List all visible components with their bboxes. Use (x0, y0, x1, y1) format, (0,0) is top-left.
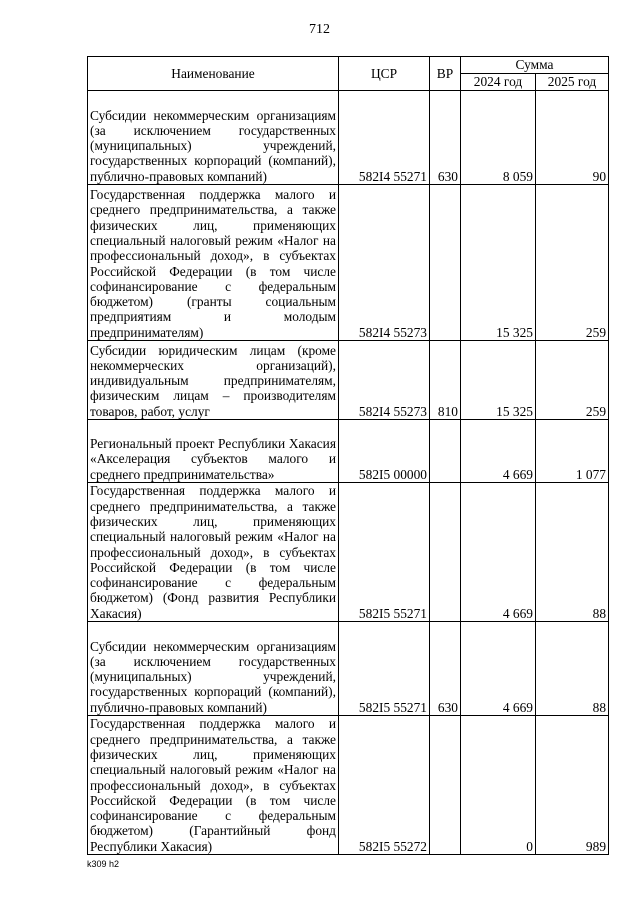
row-csr: 582I4 55273 (339, 341, 430, 420)
table-row (88, 716, 609, 855)
row-vr: 630 (430, 91, 461, 185)
row-csr: 582I5 55271 (339, 622, 430, 716)
row-name: Региональный проект Республики Хакасия «Акселерация субъектов малого и среднего предпринимательства» (88, 420, 339, 483)
row-2024: 4 669 (461, 420, 536, 483)
row-2024: 15 325 (461, 341, 536, 420)
row-csr: 582I4 55273 (339, 185, 430, 341)
header-sum: Сумма (461, 57, 609, 74)
budget-table (87, 56, 609, 855)
header-csr: ЦСР (339, 57, 430, 91)
row-vr: 630 (430, 622, 461, 716)
row-vr (430, 420, 461, 483)
row-2025: 1 077 (536, 420, 609, 483)
row-2025: 259 (536, 341, 609, 420)
table-row (88, 341, 609, 420)
row-2025: 259 (536, 185, 609, 341)
row-vr (430, 483, 461, 622)
row-2025: 90 (536, 91, 609, 185)
row-name: Субсидии некоммерческим организациям (за исключением государственных (муниципальных) учреждений, государственных корпораций (компаний), публично-правовых компаний) (88, 622, 339, 716)
header-year-2025: 2025 год (536, 74, 609, 91)
header-year-2024: 2024 год (461, 74, 536, 91)
row-2025: 989 (536, 716, 609, 855)
table-row (88, 622, 609, 716)
row-csr: 582I5 00000 (339, 420, 430, 483)
row-csr: 582I4 55271 (339, 91, 430, 185)
row-2024: 4 669 (461, 622, 536, 716)
row-csr: 582I5 55271 (339, 483, 430, 622)
header-vr: ВР (430, 57, 461, 91)
footer-code: k309 h2 (87, 859, 120, 869)
row-name: Субсидии юридическим лицам (кроме некоммерческих организаций), индивидуальным предпринимателям, физическим лицам – производителям товаров, работ, услуг (88, 341, 339, 420)
row-2024: 8 059 (461, 91, 536, 185)
table-row (88, 483, 609, 622)
table-body (88, 91, 609, 855)
table-row (88, 185, 609, 341)
row-csr: 582I5 55272 (339, 716, 430, 855)
row-name: Государственная поддержка малого и среднего предпринимательства, а также физических лиц, применяющих специальный налоговый режим «Налог на профессиональный доход», в субъектах Российской Федерации (в том числе софинансирование с федеральным бюджетом) (Гарантийный фонд Республики Хакасия) (88, 716, 339, 855)
row-vr (430, 185, 461, 341)
row-2024: 0 (461, 716, 536, 855)
row-name: Государственная поддержка малого и среднего предпринимательства, а также физических лиц, применяющих специальный налоговый режим «Налог на профессиональный доход», в субъектах Российской Федерации (в том числе софинансирование с федеральным бюджетом) (Фонд развития Республики Хакасия) (88, 483, 339, 622)
row-vr (430, 716, 461, 855)
row-2024: 4 669 (461, 483, 536, 622)
row-2025: 88 (536, 483, 609, 622)
row-2025: 88 (536, 622, 609, 716)
row-name: Государственная поддержка малого и среднего предпринимательства, а также физических лиц, применяющих специальный налоговый режим «Налог на профессиональный доход», в субъектах Российской Федерации (в том числе софинансирование с федеральным бюджетом) (гранты социальным предприятиям и молодым предпринимателям) (88, 185, 339, 341)
row-name: Субсидии некоммерческим организациям (за исключением государственных (муниципальных) учреждений, государственных корпораций (компаний), публично-правовых компаний) (88, 91, 339, 185)
table-row (88, 420, 609, 483)
row-vr: 810 (430, 341, 461, 420)
table-row (88, 91, 609, 185)
row-2024: 15 325 (461, 185, 536, 341)
page-number: 712 (309, 22, 330, 37)
header-name: Наименование (88, 57, 339, 91)
